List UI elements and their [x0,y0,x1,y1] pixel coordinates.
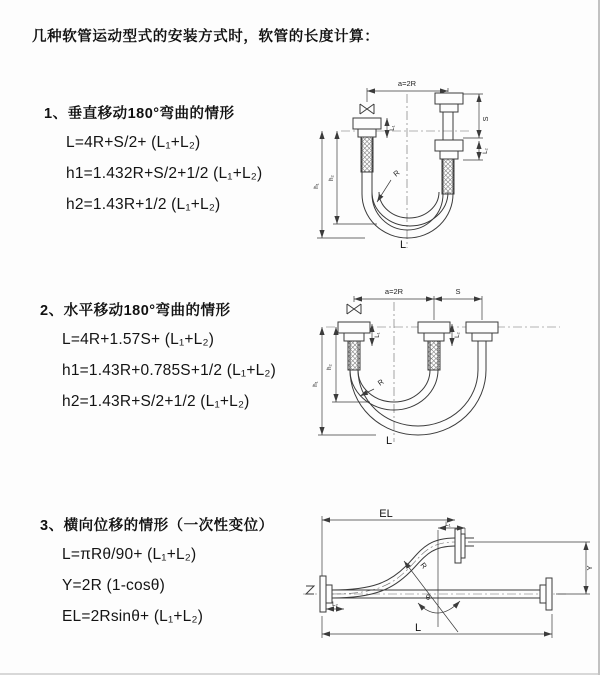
formula-line: L=4R+S/2+ (L₁+L₂) [66,134,201,151]
formula-line: L=πRθ/90+ (L₁+L₂) [62,546,197,563]
section-horizontal-movement [40,299,276,411]
dim-label-h1: h₁ [312,381,319,387]
braided-section [442,159,454,194]
bottom-right-flange [540,578,552,610]
left-flange [320,576,332,612]
dim-label-a2r: a=2R [397,79,417,88]
radius-callout [377,168,402,202]
centerline-break-mark [306,586,314,594]
right-flange-fittings [435,93,463,194]
hose-s-curve [332,538,455,598]
length-label: L [414,622,422,634]
formula-line: h2=1.43R+S/2+1/2 (L₁+L₂) [62,393,250,410]
section-vertical-movement [44,102,262,214]
right-flange-fitting [466,322,498,341]
dimension-el [322,508,455,576]
dim-label-l1: L₁ [389,125,396,131]
page-title: 几种软管运动型式的安装方式时，软管的长度计算： [32,29,380,45]
theta-label: θ [425,593,431,602]
braided-section [428,341,440,370]
hose-u-bend [362,192,453,238]
valve-icon [347,304,361,314]
radius-label: R [391,168,402,179]
top-right-flange [455,529,474,563]
radius-label: R [418,560,429,571]
dim-label-h2: h₂ [328,175,335,181]
dim-label-h2: h₂ [326,364,333,370]
dimension-top-a2r [354,287,482,320]
section-lateral-displacement [40,514,274,626]
dim-label-l1: L₁ [374,332,381,338]
section-3-heading: 3、横向位移的情形（一次性变位） [40,518,274,534]
diagram-vertical-180-bend [313,74,498,254]
radius-label: R [375,377,386,388]
formula-line: h1=1.43R+0.785S+1/2 (L₁+L₂) [62,362,276,379]
angle-construction [404,530,460,632]
section-2-heading: 2、水平移动180°弯曲的情形 [40,303,231,319]
section-2-formulas [62,331,276,411]
formula-line: Y=2R (1-cosθ) [62,577,165,594]
formula-line: EL=2Rsinθ+ (L₁+L₂) [62,608,204,625]
dimension-s [463,94,490,138]
hose-legs [350,341,486,370]
dim-label-a2r: a=2R [384,287,404,296]
dim-label-l2: L₂ [482,148,489,154]
left-flange-fitting [338,322,370,370]
diagram-lateral-displacement [298,504,598,644]
braided-section [361,137,373,172]
formula-line: h1=1.432R+S/2+1/2 (L₁+L₂) [66,165,263,182]
dimension-l1 [387,118,396,138]
dimension-h1 [313,131,365,238]
dim-label-l1: L₁ [445,521,451,528]
dim-label-y: Y [585,565,594,571]
length-label: L [399,239,407,251]
dimension-l [322,614,552,638]
length-label: L [385,435,393,447]
dim-label-l2: L₂ [332,601,338,608]
left-flange-fitting [353,118,381,172]
middle-flange-fitting [418,322,450,370]
dimension-l2 [463,141,489,160]
section-1-formulas [66,134,262,214]
formula-line: h2=1.43R+1/2 (L₁+L₂) [66,196,221,213]
radius-callout [360,377,386,396]
section-3-formulas [62,546,274,626]
formula-line: L=4R+1.57S+ (L₁+L₂) [62,331,215,348]
valve-icon [360,104,374,114]
dim-label-s: S [455,287,461,296]
hose-u-bends [350,370,486,435]
dim-label-h1: h₁ [313,183,320,189]
dimension-y [468,542,594,594]
dimension-h1 [312,327,376,435]
diagram-horizontal-180-bend [310,282,595,454]
braided-section [348,341,360,370]
dimension-s [434,287,482,299]
dim-label-s: S [481,116,490,122]
section-1-heading: 1、垂直移动180°弯曲的情形 [44,106,235,122]
dim-label-el: EL [379,508,393,520]
dim-label-l2: L₂ [454,332,461,338]
